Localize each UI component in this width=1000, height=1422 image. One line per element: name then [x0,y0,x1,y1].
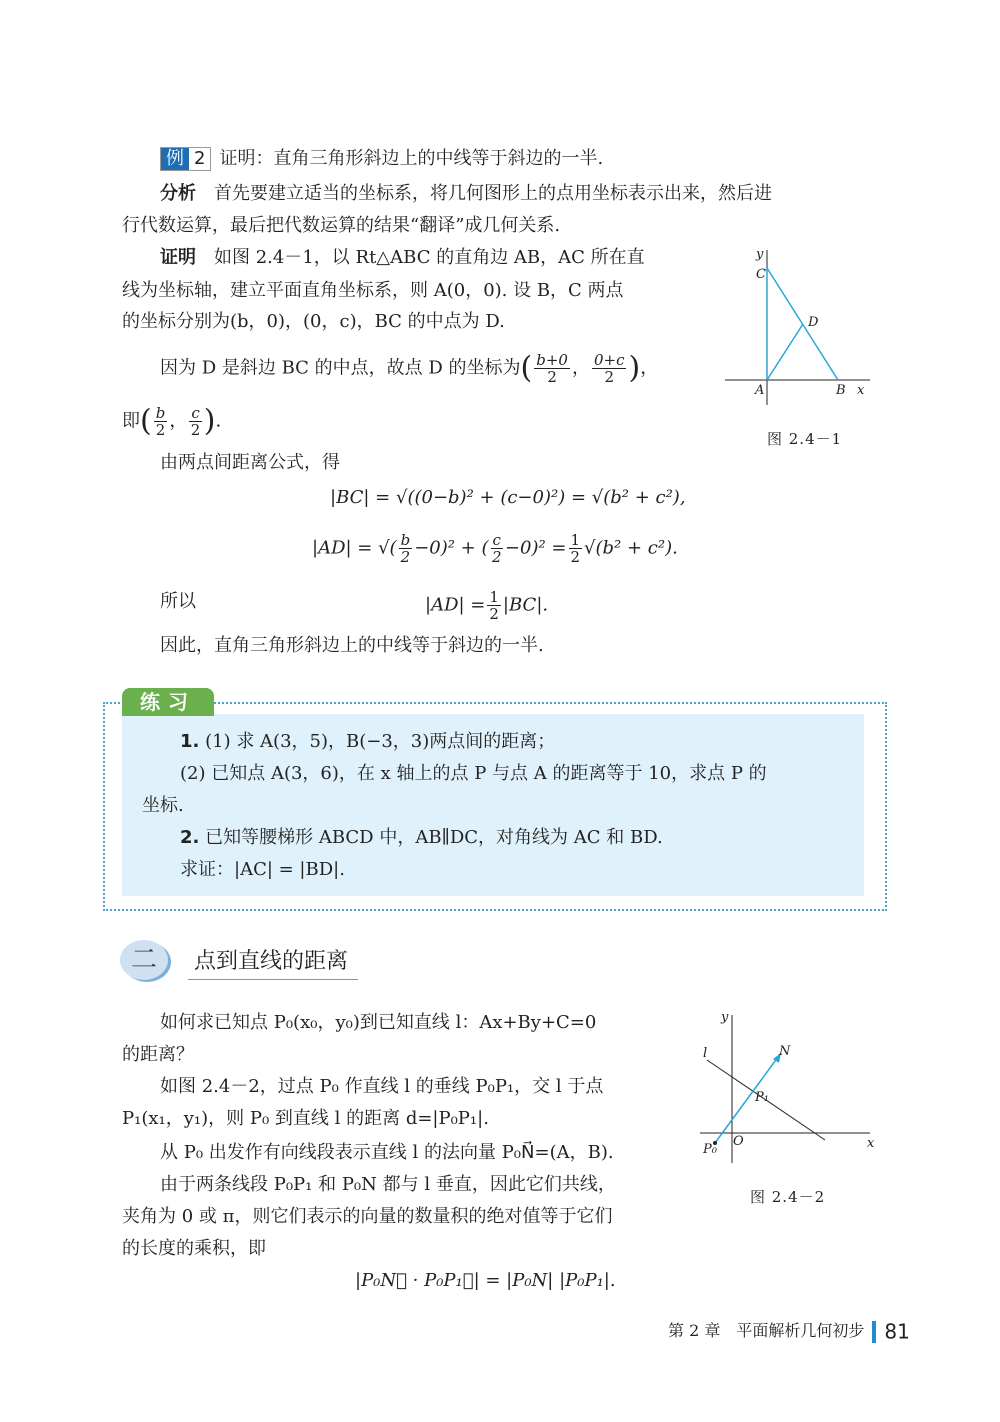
figure-caption: 图 2.4－1 [767,430,843,448]
because-text: 因为 D 是斜边 BC 的中点，故点 D 的坐标为 [160,357,521,379]
fraction [189,405,201,438]
equation-ad [312,532,678,565]
label-a: A [755,383,765,398]
chapter-title: 第 2 章 平面解析几何初步 [668,1321,865,1340]
tag-number: 2 [194,148,206,169]
exercise-q1 [180,729,555,755]
label-y: y [756,247,764,262]
body-text: 从 P₀ 出发作有向线段表示直线 l 的法向量 P₀N⃗=(A，B). [160,1142,614,1163]
page-number: 81 [884,1319,910,1344]
denominator: 2 [489,605,499,623]
conclusion: 因此，直角三角形斜边上的中线等于斜边的一半. [160,635,544,656]
label-x: x [867,1136,875,1151]
proof-text: 如图 2.4－1，以 Rt△ABC 的直角边 AB，AC 所在直 [214,247,645,268]
q-text: (1) 求 A(3，5)，B(−3，3)两点间的距离； [205,731,556,752]
midpoint-line: 因为 D 是斜边 BC 的中点，故点 D 的坐标为( $\frac{b+0}{2}$ ， $\frac{0+c}{2}$ )， [160,350,659,386]
exercise-q1-part2-cont: 坐标. [142,795,184,816]
divider [872,1321,876,1343]
statement-text: 证明：直角三角形斜边上的中线等于斜边的一半. [219,148,604,169]
numerator: 1 [489,588,499,606]
body-text: 的距离？ [122,1044,194,1065]
label-n: N [779,1044,791,1059]
proof-label: 证明 [160,247,196,268]
numerator: c [492,531,501,549]
exercise-q1-part2: (2) 已知点 A(3，6)，在 x 轴上的点 P 与点 A 的距离等于 10，求点 P 的 [180,763,767,784]
figure-2-4-2 [695,1005,885,1170]
denominator: 2 [491,548,502,566]
eq-part: −0)² + ( [414,537,489,559]
ie-text: 即 [122,410,140,432]
numerator: b+0 [536,351,568,369]
body-text: 由于两条线段 P₀P₁ 和 P₀N 都与 l 垂直，因此它们共线， [160,1174,616,1195]
eq-part: −0)² = [504,537,567,559]
equation-dot-product: |P₀N⃗ · P₀P₁⃗| = |P₀N| |P₀P₁|. [355,1270,616,1291]
numerator: b [400,531,411,549]
equation-result [425,589,548,622]
equation-bc: |BC| = √((0−b)² + (c−0)²) = √(b² + c²), [330,487,686,508]
label-x: x [857,383,865,398]
segment-ad [767,324,803,380]
eq-part: |AD| = √( [312,537,397,559]
denominator: 2 [190,421,201,439]
section-number: 二 [120,940,168,980]
exercise-title: 练习 [122,688,214,716]
figure-caption: 图 2.4－2 [750,1188,826,1206]
proof-text-3: 的坐标分别为(b，0)，(0，c)，BC 的中点为 D. [122,311,505,332]
eq-part: |AD| = [425,594,486,616]
analysis-line [160,181,772,207]
numerator: c [191,404,200,422]
body-text: 夹角为 0 或 π，则它们表示的向量的数量积的绝对值等于它们 [122,1206,613,1227]
label-c: C [756,267,766,282]
label-d: D [808,315,819,330]
denominator: 2 [155,421,166,439]
numerator: 1 [570,531,581,549]
ie-line: 即( $\frac{b}{2}$ ， $\frac{c}{2}$ ). [122,403,222,439]
page-footer [668,1318,910,1344]
q-number: 1. [180,731,200,752]
denominator: 2 [604,368,614,386]
tag-label: 例 [161,148,189,170]
body-text: 如图 2.4－2，过点 P₀ 作直线 l 的垂线 P₀P₁，交 l 于点 [160,1076,604,1097]
so-label: 所以 [160,591,196,612]
label-y: y [721,1010,729,1025]
figure-2-4-1 [720,240,880,410]
proof-text-2: 线为坐标轴，建立平面直角坐标系，则 A(0，0). 设 B，C 两点 [122,280,624,301]
example-tag [160,147,211,171]
analysis-text-2: 行代数运算，最后把代数运算的结果“翻译”成几何关系. [122,215,561,236]
normal-vector [715,1053,781,1143]
label-p1: P₁ [755,1090,769,1105]
body-text: P₁(x₁，y₁)，则 P₀ 到直线 l 的距离 d=|P₀P₁|. [122,1108,489,1129]
eq-part: √(b² + c²). [584,537,678,559]
fraction [592,352,627,385]
denominator: 2 [547,368,557,386]
exercise-q2-prove: 求证：|AC| = |BD|. [180,859,345,880]
eq-part: |BC|. [502,594,549,616]
fraction [154,405,168,438]
numerator: 0+c [593,351,625,369]
label-p0: P₀ [703,1142,717,1157]
label-o: O [733,1134,744,1149]
denominator: 2 [570,548,581,566]
distance-intro: 由两点间距离公式，得 [160,452,340,473]
analysis-label: 分析 [160,183,196,204]
q-text: 已知等腰梯形 ABCD 中，AB∥DC，对角线为 AC 和 BD. [205,827,663,848]
exercise-q2 [180,825,663,851]
body-text: 如何求已知点 P₀(x₀，y₀)到已知直线 l：Ax+By+C=0 [160,1012,597,1033]
analysis-text: 首先要建立适当的坐标系，将几何图形上的点用坐标表示出来，然后进 [214,183,772,204]
proof-line [160,245,645,271]
label-b: B [836,383,846,398]
denominator: 2 [400,548,411,566]
body-text: 的长度的乘积，即 [122,1238,266,1259]
q-number: 2. [180,827,200,848]
example-statement [160,146,603,172]
label-l: l [703,1046,708,1061]
fraction [534,352,570,385]
numerator: b [155,404,166,422]
section-title: 点到直线的距离 [188,944,358,980]
